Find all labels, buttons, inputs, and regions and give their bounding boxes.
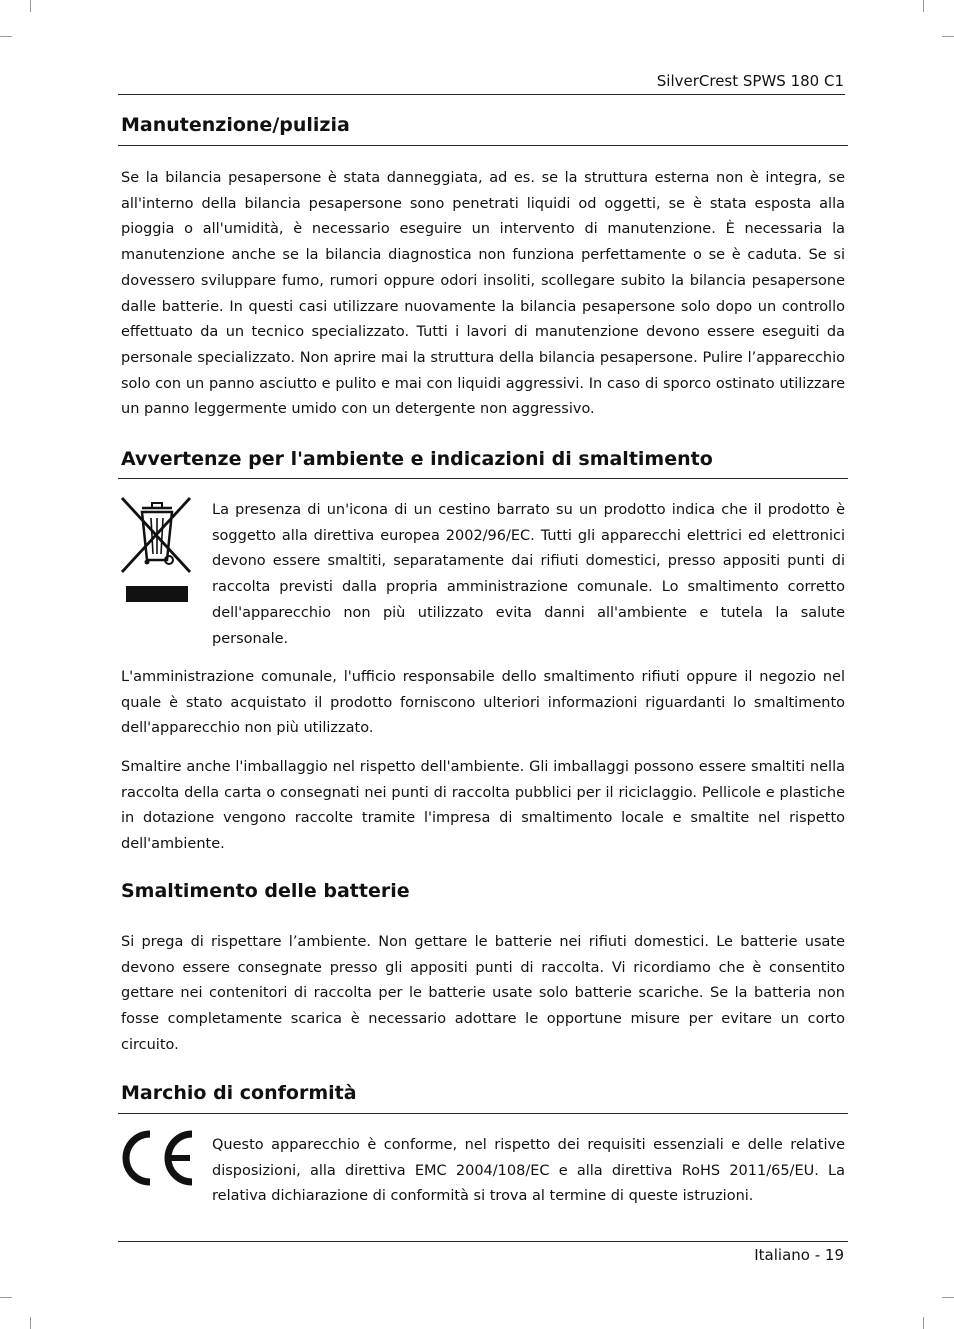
crop-mark [942, 36, 954, 37]
crop-mark [30, 0, 31, 12]
section-divider [118, 1113, 848, 1114]
crossed-bin-icon [120, 496, 192, 604]
paragraph-environment-1: La presenza di un'icona di un cestino barrato su un prodotto indica che il prodotto è soggetto alla direttiva europea 2002/96/EC. Tutti gli apparecchi elettrici ed elettronici devono essere smaltiti, separatamente dai rifiuti domestici, presso appositi punti di raccolta previsti dalla propria amministrazione comunale. Lo smaltimento corretto dell'apparecchio non più utilizzato evita danni all'ambiente e tutela la salute personale. [212, 502, 845, 647]
section-title-batteries: Smaltimento delle batterie [121, 880, 410, 902]
crop-mark [30, 1317, 31, 1329]
paragraph-conformity: Questo apparecchio è conforme, nel rispetto dei requisiti essenziali e delle relative disposizioni, alla direttiva EMC 2004/108/EC e alla direttiva RoHS 2011/65/EU. La relativa dichiarazione di conformità si trova al termine di queste istruzioni. [212, 1137, 845, 1205]
paragraph-environment-2: L'amministrazione comunale, l'ufficio responsabile dello smaltimento rifiuti oppure il negozio nel quale è stato acquistato il prodotto forniscono ulteriori informazioni riguardanti lo smaltimento dell'apparecchio non più utilizzato. [121, 669, 845, 737]
page-number: Italiano - 19 [754, 1246, 844, 1264]
footer-divider [118, 1241, 848, 1242]
section-divider [118, 478, 848, 479]
section-title-conformity: Marchio di conformità [121, 1082, 357, 1104]
ce-mark-icon [118, 1128, 196, 1188]
paragraph-environment-3: Smaltire anche l'imballaggio nel rispetto dell'ambiente. Gli imballaggi possono essere smaltiti nella raccolta della carta o consegnati nei punti di raccolta pubblici per il riciclaggio. Pellicole e plastiche in dotazione vengono raccolte tramite l'impresa di smaltimento locale e smaltite nel rispetto dell'ambiente. [121, 759, 845, 853]
crop-mark [923, 1317, 924, 1329]
crop-mark [942, 1297, 954, 1298]
section-title-maintenance: Manutenzione/pulizia [121, 114, 350, 136]
crop-mark [0, 1297, 12, 1298]
paragraph-maintenance: Se la bilancia pesapersone è stata danneggiata, ad es. se la struttura esterna non è integra, se all'interno della bilancia pesapersone sono penetrati liquidi od oggetti, se è stata esposta alla pioggia o all'umidità, è necessario eseguire un intervento di manutenzione. È necessaria la manutenzione anche se la bilancia diagnostica non funziona perfettamente o se è caduta. Se si dovessero sviluppare fumo, rumori oppure odori insoliti, scollegare subito la bilancia pesapersone dalle batterie. In questi casi utilizzare nuovamente la bilancia pesapersone solo dopo un controllo effettuato da un tecnico specializzato. Tutti i lavori di manutenzione devono essere eseguiti da personale specializzato. Non aprire mai la struttura della bilancia pesapersone. Pulire l’apparecchio solo con un panno asciutto e pulito e mai con liquidi aggressivi. In caso di sporco ostinato utilizzare un panno leggermente umido con un detergente non aggressivo. [121, 170, 845, 418]
crop-mark [923, 0, 924, 12]
paragraph-batteries: Si prega di rispettare l’ambiente. Non gettare le batterie nei rifiuti domestici. Le batterie usate devono essere consegnate presso gli appositi punti di raccolta. Vi ricordiamo che è consentito gettare nei contenitori di raccolta per le batterie usate solo batterie scariche. Se la batteria non fosse completamente scarica è necessario adottare le opportune misure per evitare un corto circuito. [121, 934, 845, 1053]
crop-mark [0, 36, 12, 37]
section-title-environment: Avvertenze per l'ambiente e indicazioni di smaltimento [121, 448, 713, 470]
running-header: SilverCrest SPWS 180 C1 [656, 72, 844, 90]
header-divider [118, 94, 845, 95]
section-divider [118, 145, 848, 146]
